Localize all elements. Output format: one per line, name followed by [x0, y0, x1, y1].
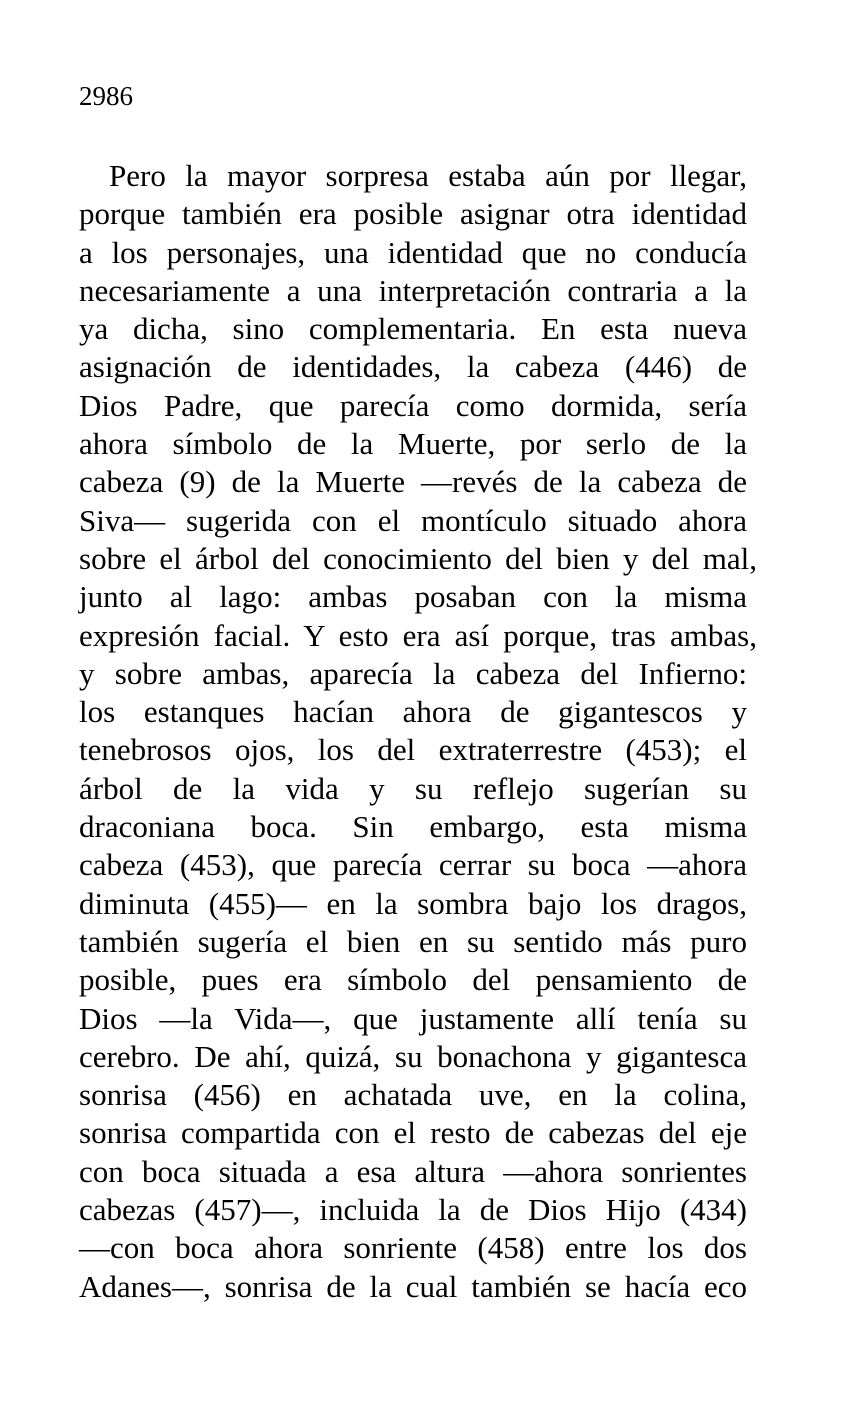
- text-line: cerebro. De ahí, quizá, su bonachona y gigantesca: [79, 1038, 747, 1074]
- text-line: tenebrosos ojos, los del extraterrestre (453); el: [79, 732, 747, 768]
- text-line: Dios Padre, que parecía como dormida, sería: [79, 387, 747, 423]
- text-line: cabeza (453), que parecía cerrar su boca —ahora: [79, 847, 747, 883]
- text-line: Dios —la Vida—, que justamente allí tenía su: [79, 1000, 747, 1036]
- text-line: porque también era posible asignar otra identidad: [79, 196, 747, 232]
- text-line: los estanques hacían ahora de gigantescos y: [79, 694, 747, 730]
- text-line: con boca situada a esa altura —ahora sonrientes: [79, 1153, 747, 1189]
- page-number: 2986: [79, 81, 133, 111]
- text-line: diminuta (455)— en la sombra bajo los dragos,: [79, 885, 747, 921]
- body-paragraph: [79, 157, 757, 1306]
- text-line: y sobre ambas, aparecía la cabeza del Infierno:: [79, 655, 747, 691]
- text-line: sonrisa (456) en achatada uve, en la colina,: [79, 1077, 747, 1113]
- text-line: Siva— sugerida con el montículo situado ahora: [79, 502, 747, 538]
- text-line: asignación de identidades, la cabeza (446) de: [79, 349, 747, 385]
- text-line: cabezas (457)—, incluida la de Dios Hijo (434): [79, 1192, 747, 1228]
- text-line: árbol de la vida y su reflejo sugerían su: [79, 770, 747, 806]
- text-line: cabeza (9) de la Muerte —revés de la cabeza de: [79, 464, 747, 500]
- text-line: Pero la mayor sorpresa estaba aún por llegar,: [109, 158, 747, 193]
- text-line: draconiana boca. Sin embargo, esta misma: [79, 809, 747, 845]
- text-line: a los personajes, una identidad que no conducía: [79, 234, 747, 270]
- text-line: ya dicha, sino complementaria. En esta nueva: [79, 311, 747, 347]
- text-line: Adanes—, sonrisa de la cual también se hacía eco: [79, 1268, 747, 1304]
- text-line: necesariamente a una interpretación contraria a la: [79, 272, 747, 308]
- text-line: también sugería el bien en su sentido más puro: [79, 923, 747, 959]
- text-line: ahora símbolo de la Muerte, por serlo de la: [79, 426, 747, 462]
- text-line: sobre el árbol del conocimiento del bien y del mal,: [79, 540, 757, 576]
- text-line: sonrisa compartida con el resto de cabezas del eje: [79, 1115, 747, 1151]
- text-line: posible, pues era símbolo del pensamiento de: [79, 962, 747, 998]
- text-line: junto al lago: ambas posaban con la misma: [79, 579, 747, 615]
- text-line: —con boca ahora sonriente (458) entre los dos: [79, 1230, 747, 1266]
- text-line: expresión facial. Y esto era así porque, tras ambas,: [79, 617, 757, 653]
